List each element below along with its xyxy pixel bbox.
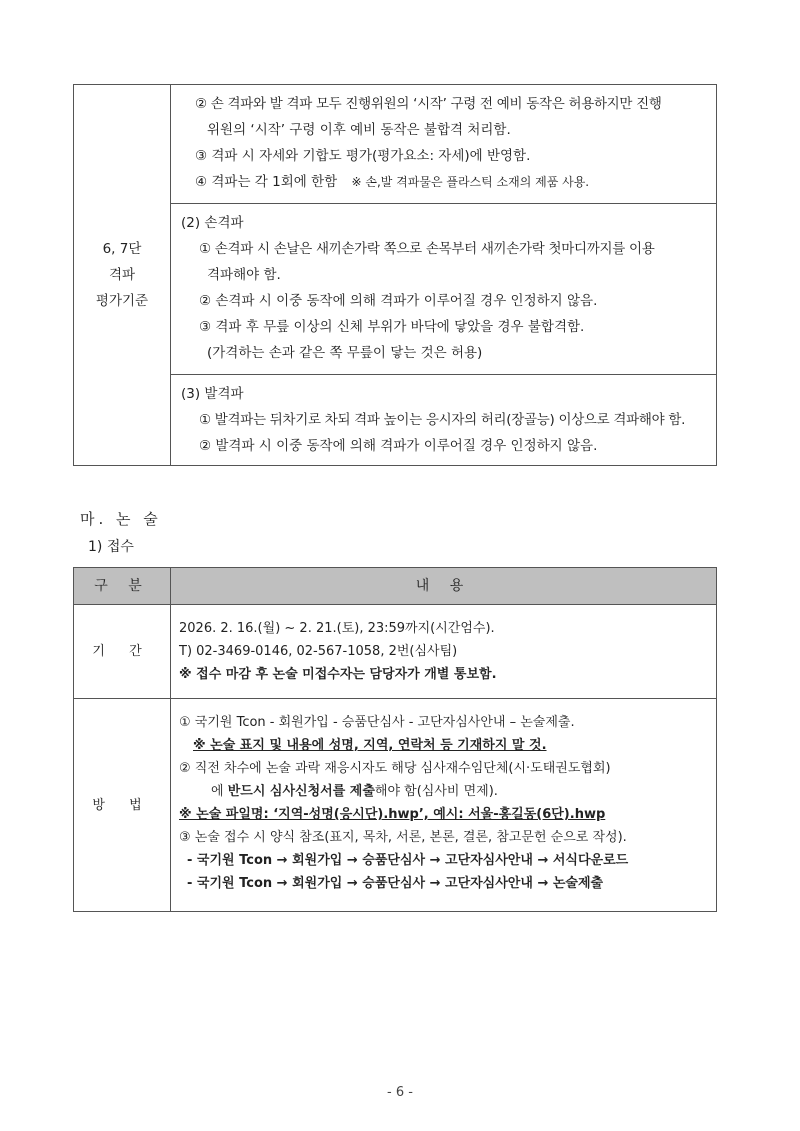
method-text-part: 해야 함(심사비 면제). <box>374 784 498 799</box>
criteria-text-part: ④ 격파는 각 1회에 한함 <box>195 174 338 190</box>
page-number: - 6 - <box>387 1085 413 1100</box>
criteria-text: ③ 격파 시 자세와 기합도 평가(평가요소: 자세)에 반영함. <box>195 148 531 164</box>
method-label: 방 법 <box>74 699 171 912</box>
criteria-text: ② 손 격파와 발 격파 모두 진행위원의 ‘시작’ 구령 전 예비 동작은 허용하지만 진행 <box>195 96 662 112</box>
evaluation-criteria-table <box>73 84 717 466</box>
criteria-label-line: 격파 <box>108 267 136 283</box>
section-heading: 마. 논 술 <box>80 510 162 528</box>
method-emphasis: 반드시 심사신청서를 제출 <box>227 784 375 799</box>
download-path: - 국기원 Tcon → 회원가입 → 승품단심사 → 고단자심사안내 → 서식다운로드 <box>187 853 629 868</box>
period-dates: 2026. 2. 16.(월) ~ 2. 21.(토), 23:59까지(시간엄수). <box>179 621 495 636</box>
header-category: 구 분 <box>74 568 171 605</box>
contact-phone: T) 02-3469-0146, 02-567-1058, 2번(심사팀) <box>179 644 458 659</box>
method-step: ③ 논술 접수 시 양식 참조(표지, 목차, 서론, 본론, 결론, 참고문헌 순으로 작성). <box>179 830 627 845</box>
foot-break-title: (3) 발격파 <box>181 386 244 402</box>
criteria-text: (가격하는 손과 같은 쪽 무릎이 닿는 것은 허용) <box>207 345 483 361</box>
hand-break-title: (2) 손격파 <box>181 215 244 231</box>
criteria-text: 격파해야 함. <box>207 267 281 283</box>
filename-rule: ※ 논술 파일명: ‘지역-성명(응시단).hwp’, 예시: 서울-홍길동(6단).hwp <box>179 807 606 822</box>
criteria-text: ② 손격파 시 이중 동작에 의해 격파가 이루어질 경우 인정하지 않음. <box>199 293 598 309</box>
criteria-label-line: 평가기준 <box>95 293 149 309</box>
submission-table <box>73 567 717 912</box>
criteria-text: ① 손격파 시 손날은 새끼손가락 쪽으로 손목부터 새끼손가락 첫마디까지를 이용 <box>199 241 655 257</box>
period-label: 기 간 <box>74 605 171 699</box>
method-step: ① 국기원 Tcon - 회원가입 - 승품단심사 - 고단자심사안내 – 논술제출. <box>179 715 575 730</box>
period-content <box>171 605 717 699</box>
criteria-label-line: 6, 7단 <box>102 241 142 257</box>
method-text-part: 에 <box>211 784 228 799</box>
criteria-text <box>181 169 708 195</box>
hand-break-cell <box>171 204 717 375</box>
general-criteria-cell <box>171 85 717 204</box>
method-step: ② 직전 차수에 논술 과락 재응시자도 해당 심사재수임단체(시·도태권도협회) <box>179 761 611 776</box>
foot-break-cell <box>171 375 717 466</box>
method-step <box>179 780 708 803</box>
period-notice: ※ 접수 마감 후 논술 미접수자는 담당자가 개별 통보함. <box>179 667 497 682</box>
criteria-text: ① 발격파는 뒤차기로 차되 격파 높이는 응시자의 허리(장골능) 이상으로 격파해야 함. <box>199 412 686 428</box>
method-content <box>171 699 717 912</box>
submit-path: - 국기원 Tcon → 회원가입 → 승품단심사 → 고단자심사안내 → 논술제출 <box>187 876 604 891</box>
criteria-note: ※ 손,발 격파물은 플라스틱 소재의 제품 사용. <box>351 175 590 189</box>
criteria-text: ② 발격파 시 이중 동작에 의해 격파가 이루어질 경우 인정하지 않음. <box>199 438 598 454</box>
criteria-label-cell <box>74 85 171 466</box>
criteria-text: ③ 격파 후 무릎 이상의 신체 부위가 바닥에 닿았을 경우 불합격함. <box>199 319 585 335</box>
criteria-text: 위원의 ‘시작’ 구령 이후 예비 동작은 불합격 처리함. <box>207 122 511 138</box>
header-content: 내 용 <box>171 568 717 605</box>
subsection-heading: 1) 접수 <box>88 539 134 555</box>
method-warning: ※ 논술 표지 및 내용에 성명, 지역, 연락처 등 기재하지 말 것. <box>193 738 547 753</box>
